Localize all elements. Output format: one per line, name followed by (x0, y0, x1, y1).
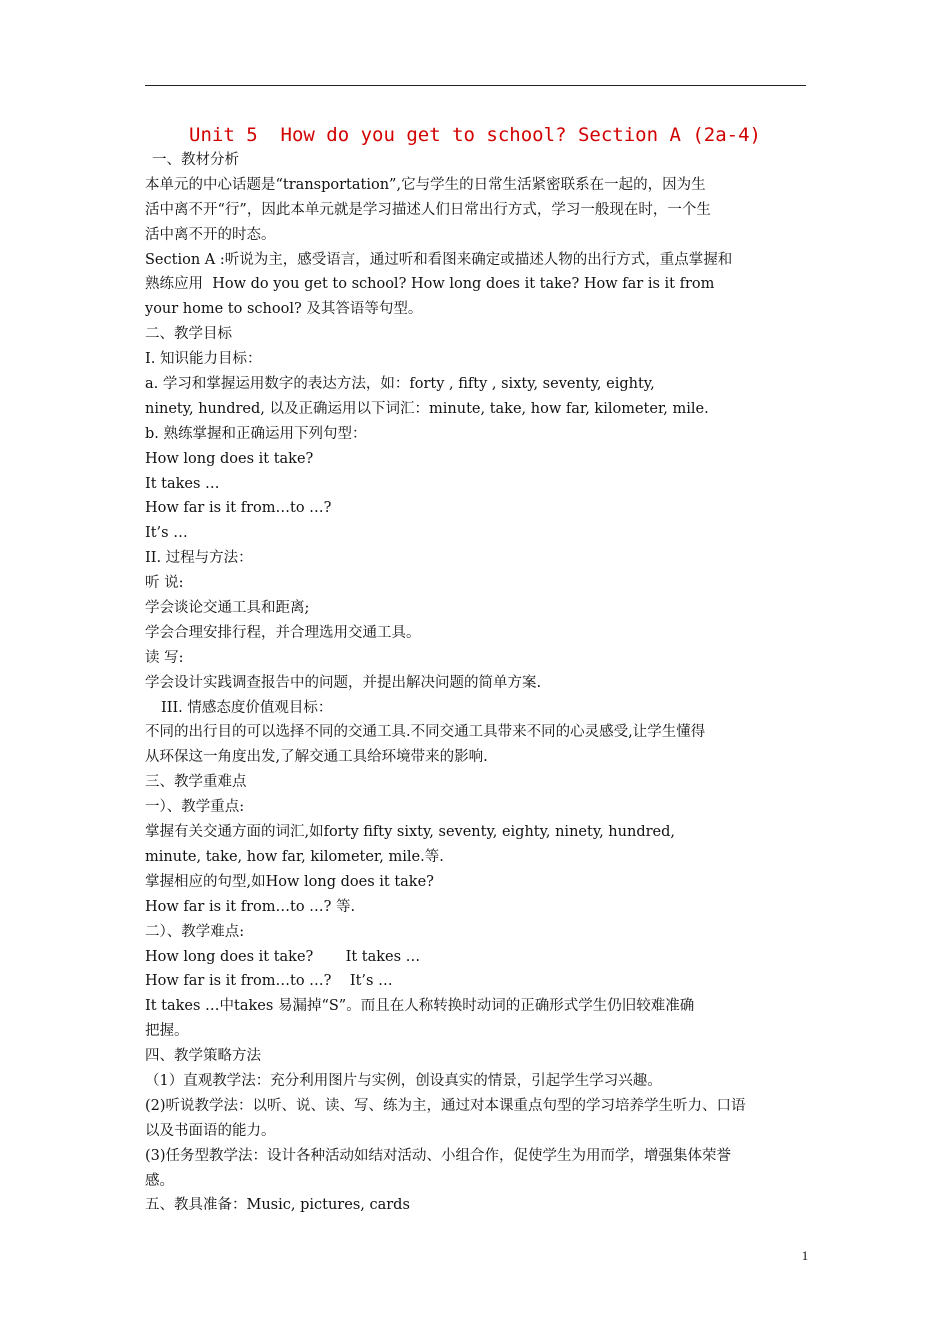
text-line: 三、教学重难点 (145, 774, 247, 791)
text-line: 二）、教学难点: (145, 923, 245, 940)
page-number: 1 (801, 1248, 809, 1263)
text-line: ninety, hundred, 以及正确运用以下词汇：minute, take, how far, kilometer, mile. (145, 400, 709, 417)
text-line: Section A :听说为主，感受语言，通过听和看图来确定或描述人物的出行方式，重点掌握和 (145, 251, 733, 268)
text-line: 感。 (145, 1172, 174, 1189)
text-line: 读 写: (145, 649, 184, 666)
text-line: 从环保这一角度出发,了解交通工具给环境带来的影响. (145, 749, 488, 766)
text-line: your home to school? 及其答语等句型。 (145, 301, 423, 318)
text-line: 活中离不开的时态。 (145, 226, 276, 243)
text-line: How long does it take? (145, 450, 314, 467)
text-line: II. 过程与方法： (145, 550, 253, 567)
text-line: 活中离不开“行”，因此本单元就是学习描述人们日常出行方式，学习一般现在时，一个生 (145, 201, 711, 218)
text-line: b. 熟练掌握和正确运用下列句型： (145, 425, 367, 442)
text-line: It takes …中takes 易漏掉“S”。而且在人称转换时动词的正确形式学生仍旧较难准确 (145, 998, 695, 1015)
text-line: 四、教学策略方法 (145, 1048, 261, 1065)
text-line: 学会谈论交通工具和距离; (145, 600, 310, 617)
text-line: minute, take, how far, kilometer, mile.等. (145, 848, 444, 865)
text-line: It takes … (145, 475, 220, 492)
text-line: 把握。 (145, 1023, 189, 1040)
text-line: 掌握有关交通方面的词汇,如forty fifty sixty, seventy, eighty, ninety, hundred, (145, 824, 675, 841)
text-line: （1）直观教学法：充分利用图片与实例，创设真实的情景，引起学生学习兴趣。 (145, 1072, 662, 1089)
text-line: 以及书面语的能力。 (145, 1122, 276, 1139)
text-line: 一、教材分析 (152, 152, 239, 168)
text-line: 掌握相应的句型,如How long does it take? (145, 873, 434, 890)
text-line: 听 说: (145, 575, 184, 592)
text-line: 学会合理安排行程，并合理选用交通工具。 (145, 624, 421, 641)
text-line: How long does it take? It takes … (145, 948, 421, 965)
text-line: 熟练应用 How do you get to school? How long does it take? How far is it from (145, 276, 715, 293)
text-line: III. 情感态度价值观目标： (161, 699, 333, 716)
text-line: 二、教学目标 (145, 326, 232, 343)
text-line: It’s … (145, 525, 188, 542)
text-line: 五、教具准备：Music, pictures, cards (145, 1197, 410, 1214)
text-line: 一）、教学重点: (145, 799, 245, 816)
text-line: How far is it from…to …? It’s … (145, 973, 393, 990)
text-line: 不同的出行目的可以选择不同的交通工具.不同交通工具带来不同的心灵感受,让学生懂得 (145, 724, 706, 741)
text-line: How far is it from…to …? (145, 500, 332, 517)
text-line: (2)听说教学法：以听、说、读、写、练为主，通过对本课重点句型的学习培养学生听力、口语 (145, 1097, 746, 1114)
header-rule (145, 85, 806, 86)
text-line: a. 学习和掌握运用数字的表达方法，如：forty , fifty , sixty, seventy, eighty, (145, 376, 655, 393)
text-line: How far is it from…to …? 等. (145, 898, 356, 915)
document-title: Unit 5 How do you get to school? Section A (2a-4) (189, 124, 761, 146)
text-line: 学会设计实践调查报告中的问题，并提出解决问题的简单方案. (145, 674, 542, 691)
text-line: 本单元的中心话题是“transportation”,它与学生的日常生活紧密联系在一起的，因为生 (145, 176, 706, 193)
text-line: (3)任务型教学法：设计各种活动如结对活动、小组合作，促使学生为用而学，增强集体荣誉 (145, 1147, 732, 1164)
document-body (145, 148, 810, 1218)
text-line: I. 知识能力目标： (145, 351, 262, 368)
